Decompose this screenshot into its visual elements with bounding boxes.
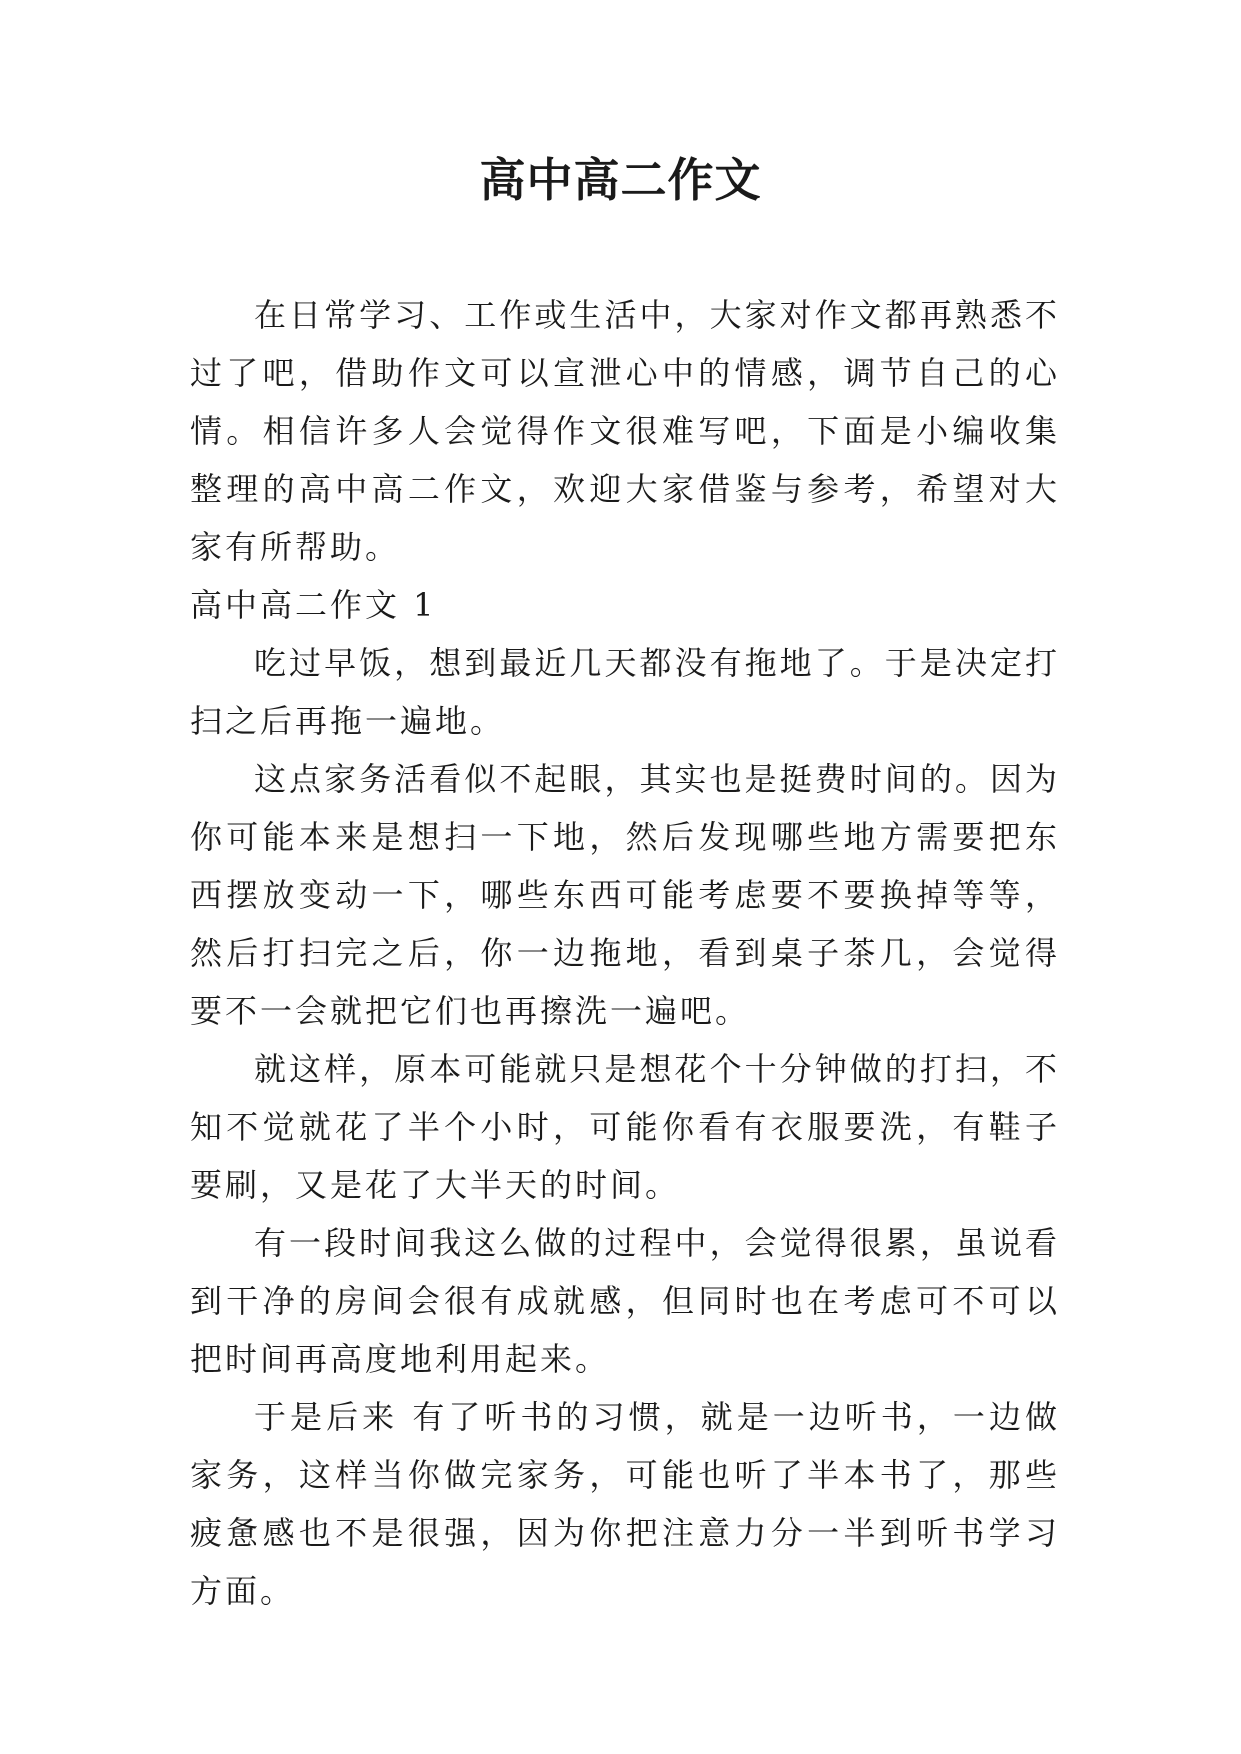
section-heading: 高中高二作文 1	[190, 586, 437, 624]
essay-paragraph-5: 于是后来 有了听书的习惯，就是一边听书，一边做家务，这样当你做完家务，可能也听了半本书了，那些疲惫感也不是很强，因为你把注意力分一半到听书学习方面。	[190, 1398, 1060, 1610]
essay-paragraph-1: 吃过早饭，想到最近几天都没有拖地了。于是决定打扫之后再拖一遍地。	[190, 644, 1060, 740]
essay-paragraph-3: 就这样，原本可能就只是想花个十分钟做的打扫，不知不觉就花了半个小时，可能你看有衣服要洗，有鞋子要刷，又是花了大半天的时间。	[190, 1050, 1060, 1204]
intro-paragraph: 在日常学习、工作或生活中，大家对作文都再熟悉不过了吧，借助作文可以宣泄心中的情感，调节自己的心情。相信许多人会觉得作文很难写吧，下面是小编收集整理的高中高二作文，欢迎大家借鉴与参考，希望对大家有所帮助。	[190, 296, 1060, 566]
essay-paragraph-4: 有一段时间我这么做的过程中，会觉得很累，虽说看到干净的房间会很有成就感，但同时也在考虑可不可以把时间再高度地利用起来。	[190, 1224, 1060, 1378]
essay-paragraph-2: 这点家务活看似不起眼，其实也是挺费时间的。因为你可能本来是想扫一下地，然后发现哪些地方需要把东西摆放变动一下，哪些东西可能考虑要不要换掉等等，然后打扫完之后，你一边拖地，看到桌子茶几，会觉得要不一会就把它们也再擦洗一遍吧。	[190, 760, 1060, 1030]
intro-block	[190, 286, 1060, 576]
document-title: 高中高二作文	[479, 153, 762, 207]
essay-section	[190, 576, 1060, 1620]
